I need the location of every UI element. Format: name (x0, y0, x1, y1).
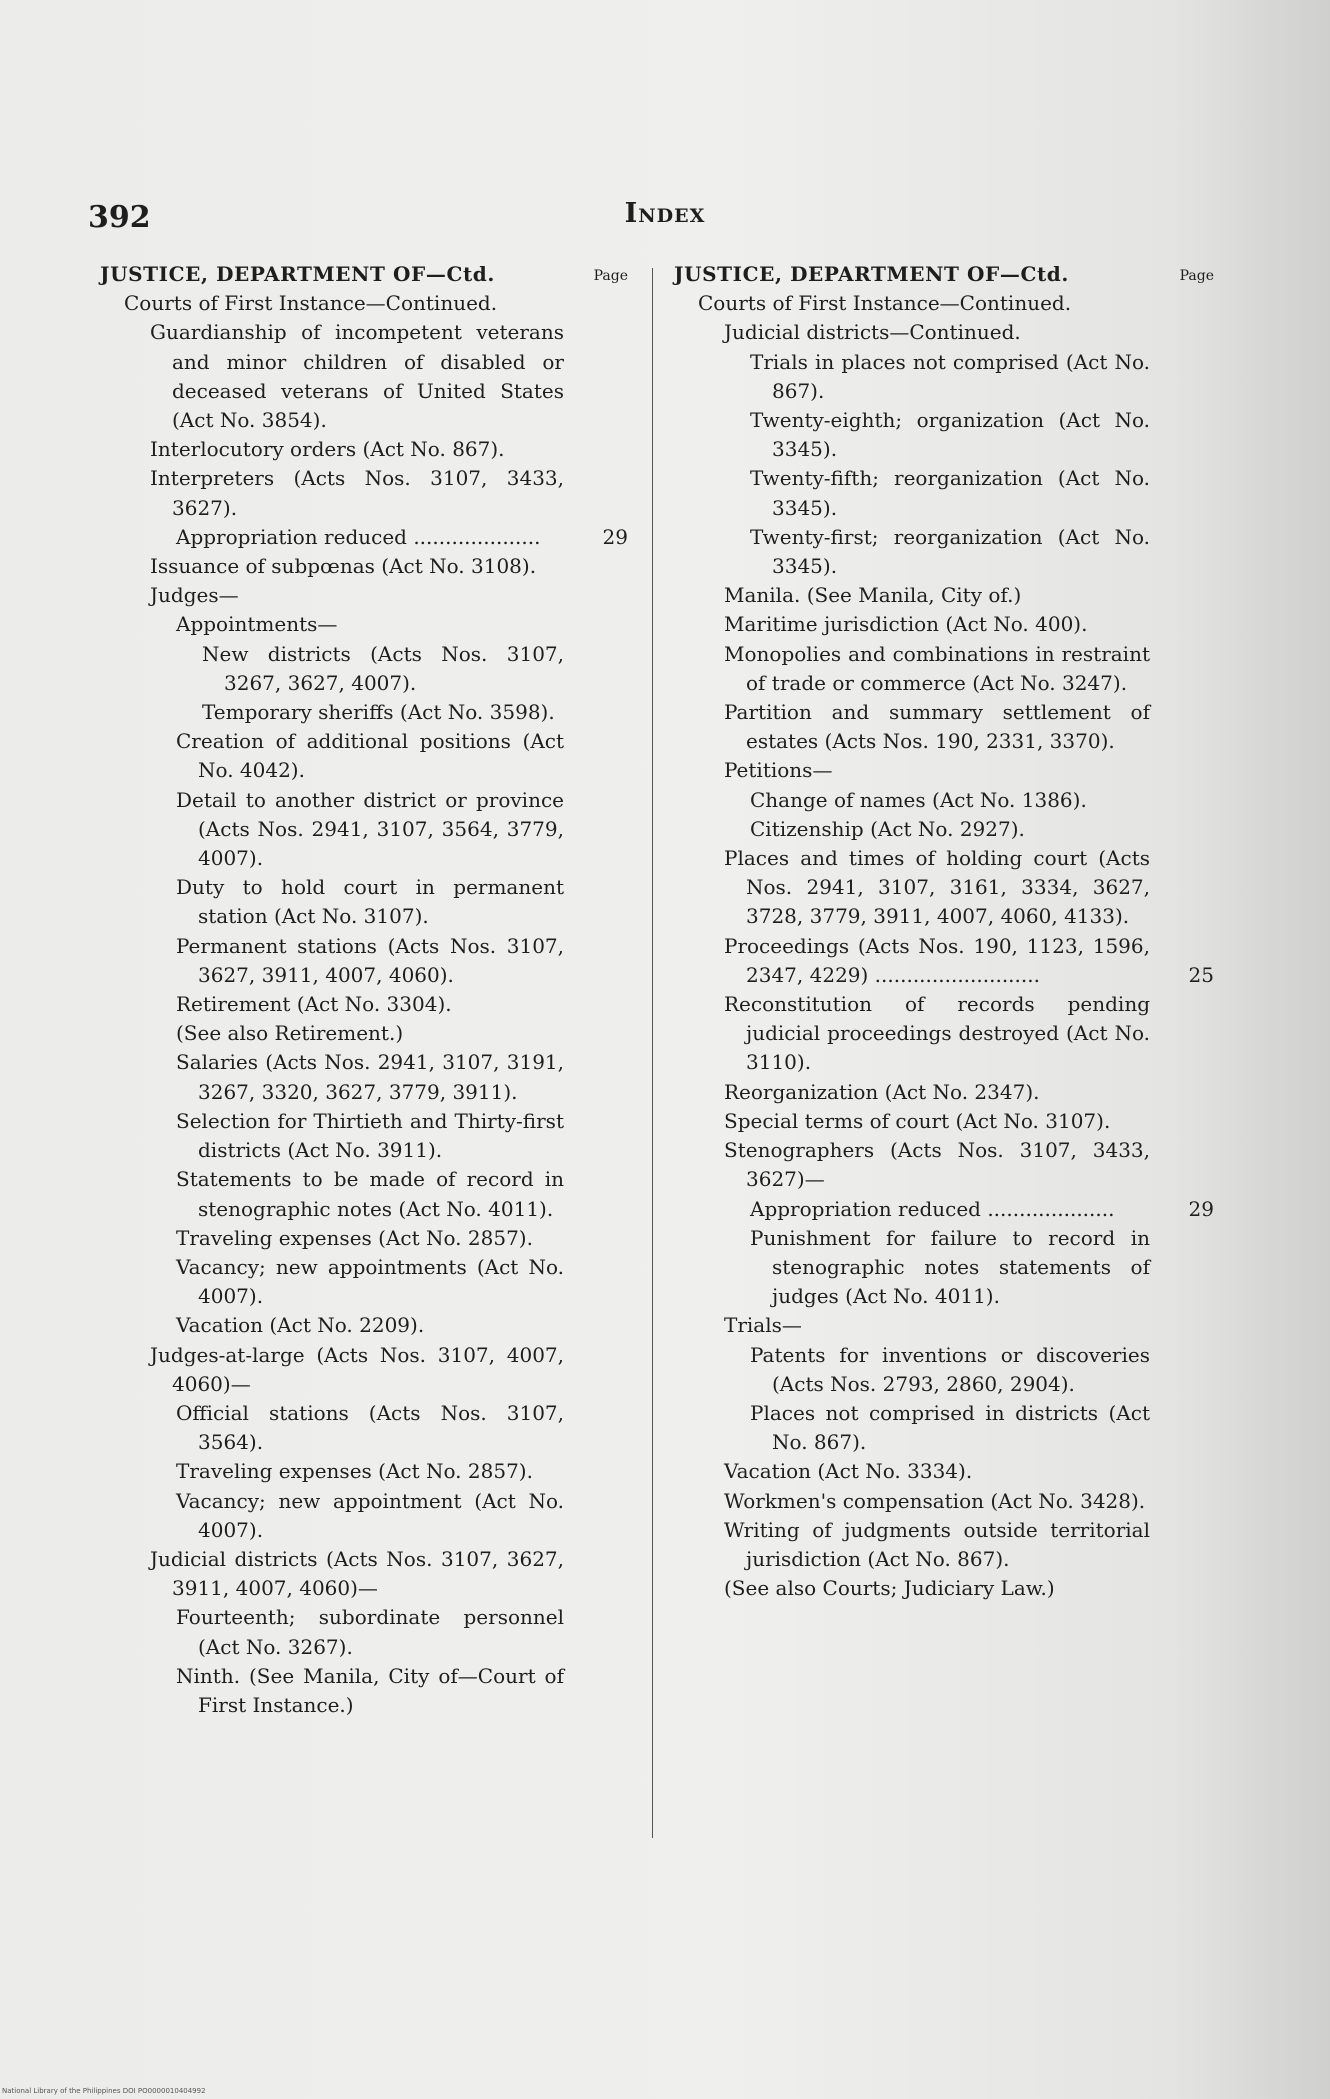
index-entry (100, 610, 628, 639)
index-entry (100, 435, 628, 464)
entry-text: Appropriation reduced .................... (176, 524, 541, 549)
scan-footer: National Library of the Philippines DOI PO0000010404992 (2, 2087, 206, 2095)
entry-text: Reorganization (Act No. 2347). (724, 1079, 1040, 1104)
entry-text: Traveling expenses (Act No. 2857). (176, 1459, 533, 1484)
entry-text: Proceedings (Acts Nos. 190, 1123, 1596, 2347, 4229) .......................... (724, 933, 1150, 987)
page-title: Index (624, 198, 706, 229)
index-entry (100, 464, 628, 522)
entry-text: Statements to be made of record in stenographic notes (Act No. 4011). (176, 1167, 564, 1221)
entry-text: Workmen's compensation (Act No. 3428). (724, 1488, 1146, 1513)
entry-text: Salaries (Acts Nos. 2941, 3107, 3191, 3267, 3320, 3627, 3779, 3911). (176, 1050, 564, 1104)
index-entry (100, 786, 628, 874)
entry-text: Reconstitution of records pending judicial proceedings destroyed (Act No. 3110). (724, 992, 1150, 1075)
entry-text: Vacancy; new appointments (Act No. 4007). (176, 1254, 564, 1309)
entry-list (100, 289, 628, 1720)
entry-text: Special terms of court (Act No. 3107). (724, 1108, 1111, 1133)
entry-text: New districts (Acts Nos. 3107, 3267, 3627, 4007). (202, 641, 564, 695)
entry-text: Places not comprised in districts (Act No. 867). (750, 1400, 1150, 1455)
index-entry (100, 1253, 628, 1311)
index-entry (100, 318, 628, 435)
index-column-right (674, 260, 1214, 1603)
index-entry (674, 1399, 1214, 1457)
entry-text: Selection for Thirtieth and Thirty-first districts (Act No. 3911). (176, 1108, 564, 1163)
entry-list (674, 289, 1214, 1603)
index-entry (674, 1195, 1214, 1224)
entry-text: Issuance of subpœnas (Act No. 3108). (150, 554, 537, 579)
entry-text: Official stations (Acts Nos. 3107, 3564). (176, 1400, 564, 1455)
index-entry (674, 844, 1214, 932)
index-entry (674, 1224, 1214, 1312)
index-entry (674, 464, 1214, 522)
index-column-left (100, 260, 628, 1720)
entry-text: Stenographers (Acts Nos. 3107, 3433, 3627)— (724, 1138, 1150, 1192)
index-entry (100, 581, 628, 610)
page-column-label: Page (1179, 268, 1214, 284)
index-entry (100, 552, 628, 581)
entry-text: Punishment for failure to record in stenographic notes statements of judges (Act No. 4011). (750, 1225, 1150, 1309)
entry-text: Appointments— (176, 612, 338, 637)
index-entry (100, 1341, 628, 1399)
index-entry (674, 786, 1214, 815)
index-entry (674, 1457, 1214, 1486)
index-entry (674, 932, 1214, 990)
column-heading (100, 260, 628, 289)
index-entry (674, 1078, 1214, 1107)
index-entry (100, 1165, 628, 1223)
index-entry (100, 640, 628, 698)
index-entry (674, 289, 1214, 318)
index-entry (100, 1603, 628, 1661)
entry-text: Patents for inventions or discoveries (Acts Nos. 2793, 2860, 2904). (750, 1342, 1150, 1396)
index-entry (674, 756, 1214, 785)
entry-text: Judges— (150, 583, 239, 608)
heading-text: JUSTICE, DEPARTMENT OF—Ctd. (674, 262, 1069, 286)
index-entry (674, 406, 1214, 464)
column-heading (674, 260, 1214, 289)
entry-text: Writing of judgments outside territorial jurisdiction (Act No. 867). (724, 1517, 1150, 1571)
index-entry (100, 990, 628, 1019)
index-entry (674, 815, 1214, 844)
entry-text: Partition and summary settlement of estates (Acts Nos. 190, 2331, 3370). (724, 700, 1150, 754)
index-entry (674, 698, 1214, 756)
entry-text: Change of names (Act No. 1386). (750, 787, 1087, 812)
entry-text: Creation of additional positions (Act No. 4042). (176, 729, 564, 783)
index-entry (674, 610, 1214, 639)
entry-text: Courts of First Instance—Continued. (698, 291, 1072, 316)
index-entry (100, 727, 628, 785)
index-entry (674, 990, 1214, 1078)
entry-text: (See also Courts; Judiciary Law.) (724, 1576, 1055, 1601)
entry-text: Vacancy; new appointment (Act No. 4007). (176, 1488, 564, 1542)
entry-page-number: 25 (1188, 962, 1214, 987)
entry-text: Guardianship of incompetent veterans and minor children of disabled or deceased veterans of United States (Act No. 3854). (150, 320, 564, 433)
entry-text: Traveling expenses (Act No. 2857). (176, 1225, 533, 1250)
index-entry (674, 1107, 1214, 1136)
entry-text: Judicial districts—Continued. (724, 320, 1021, 345)
entry-text: Petitions— (724, 758, 833, 783)
index-entry (100, 1487, 628, 1545)
index-entry (674, 1516, 1214, 1574)
index-entry (674, 1311, 1214, 1340)
entry-text: Duty to hold court in permanent station (Act No. 3107). (176, 875, 564, 929)
index-entry (100, 873, 628, 931)
index-entry (100, 1107, 628, 1165)
entry-text: Places and times of holding court (Acts Nos. 2941, 3107, 3161, 3334, 3627, 3728, 3779, 3911, 4007, 4060, 4133). (724, 846, 1150, 929)
index-entry (674, 1487, 1214, 1516)
entry-text: Interlocutory orders (Act No. 867). (150, 437, 505, 462)
index-entry (100, 1224, 628, 1253)
column-divider (652, 268, 653, 1838)
entry-page-number: 29 (602, 524, 628, 549)
index-entry (100, 523, 628, 552)
page-column-label: Page (593, 268, 628, 284)
index-entry (100, 1399, 628, 1457)
index-entry (674, 523, 1214, 581)
entry-text: Appropriation reduced .................... (750, 1196, 1115, 1221)
index-entry (100, 1457, 628, 1486)
entry-text: Trials— (724, 1313, 802, 1338)
index-entry (100, 698, 628, 727)
index-entry (674, 1136, 1214, 1194)
entry-text: Temporary sheriffs (Act No. 3598). (202, 700, 555, 725)
entry-page-number: 29 (1188, 1196, 1214, 1221)
index-entry (674, 348, 1214, 406)
entry-text: Ninth. (See Manila, City of—Court of First Instance.) (176, 1663, 564, 1717)
index-entry (100, 1662, 628, 1720)
index-entry (100, 1048, 628, 1106)
entry-text: Retirement (Act No. 3304). (176, 992, 452, 1017)
entry-text: Twenty-eighth; organization (Act No. 3345). (750, 408, 1150, 462)
index-entry (674, 318, 1214, 347)
entry-text: Monopolies and combinations in restraint of trade or commerce (Act No. 3247). (724, 641, 1150, 695)
entry-text: Twenty-first; reorganization (Act No. 3345). (750, 524, 1150, 579)
index-entry (100, 1019, 628, 1048)
index-entry (674, 1574, 1214, 1603)
index-entry (100, 1545, 628, 1603)
entry-text: Permanent stations (Acts Nos. 3107, 3627, 3911, 4007, 4060). (176, 933, 564, 987)
entry-text: Judges-at-large (Acts Nos. 3107, 4007, 4060)— (150, 1342, 564, 1396)
index-entry (100, 932, 628, 990)
index-entry (100, 1311, 628, 1340)
page-number: 392 (88, 200, 151, 235)
entry-text: Vacation (Act No. 2209). (176, 1313, 425, 1338)
entry-text: Maritime jurisdiction (Act No. 400). (724, 612, 1088, 637)
index-entry (674, 581, 1214, 610)
index-entry (100, 289, 628, 318)
heading-text: JUSTICE, DEPARTMENT OF—Ctd. (100, 262, 495, 286)
entry-text: (See also Retirement.) (176, 1021, 404, 1046)
entry-text: Twenty-fifth; reorganization (Act No. 3345). (750, 466, 1150, 520)
entry-text: Trials in places not comprised (Act No. 867). (750, 349, 1150, 403)
index-entry (674, 1341, 1214, 1399)
entry-text: Interpreters (Acts Nos. 3107, 3433, 3627). (150, 466, 564, 520)
entry-text: Fourteenth; subordinate personnel (Act No. 3267). (176, 1605, 564, 1659)
index-entry (674, 640, 1214, 698)
entry-text: Citizenship (Act No. 2927). (750, 816, 1025, 841)
entry-text: Detail to another district or province (Acts Nos. 2941, 3107, 3564, 3779, 4007). (176, 787, 564, 871)
entry-text: Courts of First Instance—Continued. (124, 291, 498, 316)
entry-text: Vacation (Act No. 3334). (724, 1459, 973, 1484)
entry-text: Judicial districts (Acts Nos. 3107, 3627, 3911, 4007, 4060)— (150, 1546, 564, 1601)
entry-text: Manila. (See Manila, City of.) (724, 583, 1022, 608)
